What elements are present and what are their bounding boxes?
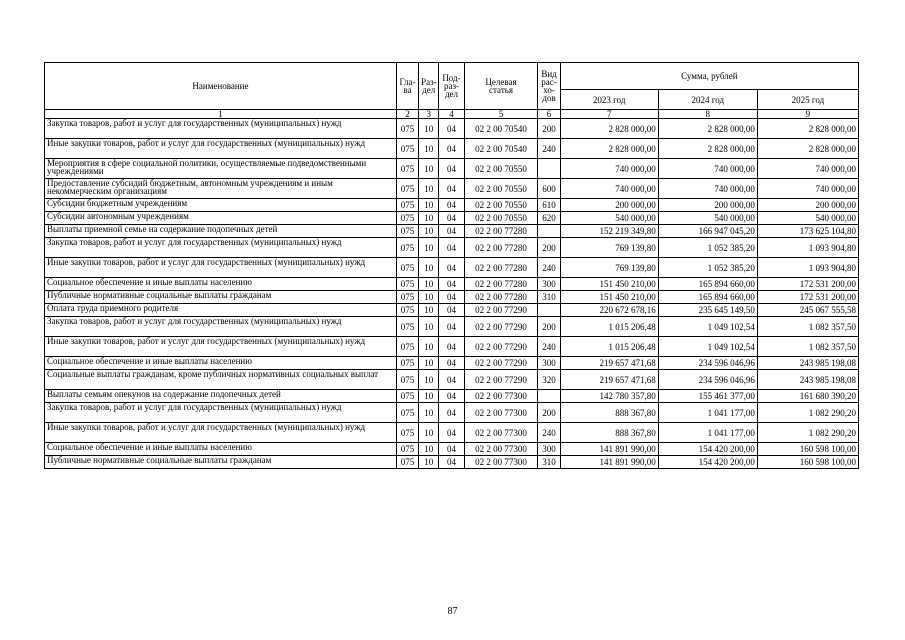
table-row: [45, 159, 859, 179]
row-sum-2023: 152 219 349,80: [560, 225, 658, 238]
col-header-razdel: [419, 63, 439, 110]
row-sum-2023: 1 015 206,48: [560, 337, 658, 357]
row-target: 02 2 00 77280: [464, 225, 538, 238]
row-sum-2023: 141 891 990,00: [560, 456, 658, 469]
row-sum-2023: 2 828 000,00: [560, 119, 658, 139]
row-sum-2025: 243 985 198,08: [757, 370, 858, 390]
row-sum-2023: 2 828 000,00: [560, 139, 658, 159]
row-vid: 200: [538, 403, 560, 423]
row-sum-2024: 740 000,00: [658, 159, 757, 179]
row-sum-2024: 200 000,00: [658, 199, 757, 212]
row-podrazdel: 04: [439, 199, 464, 212]
row-vid: 200: [538, 317, 560, 337]
row-sum-2025: 1 082 357,50: [757, 337, 858, 357]
row-sum-2025: 2 828 000,00: [757, 119, 858, 139]
col-number: 9: [757, 110, 858, 119]
row-name: Социальное обеспечение и иные выплаты населению: [45, 443, 397, 456]
row-name: Предоставление субсидий бюджетным, автономным учреждениям и иным некоммерческим организациям: [45, 179, 397, 199]
row-podrazdel: 04: [439, 403, 464, 423]
row-razdel: 10: [419, 278, 439, 291]
row-sum-2024: 154 420 200,00: [658, 456, 757, 469]
row-glava: 075: [396, 443, 418, 456]
row-sum-2025: 1 093 904,80: [757, 238, 858, 258]
row-razdel: 10: [419, 212, 439, 225]
row-vid: [538, 390, 560, 403]
row-target: 02 2 00 77280: [464, 258, 538, 278]
row-sum-2023: 151 450 210,00: [560, 278, 658, 291]
table-row: [45, 212, 859, 225]
row-name: Мероприятия в сфере социальной политики, осуществляемые подведомственными учреждениями: [45, 159, 397, 179]
table-row: [45, 278, 859, 291]
row-sum-2023: 142 780 357,80: [560, 390, 658, 403]
row-razdel: 10: [419, 403, 439, 423]
row-vid: 240: [538, 423, 560, 443]
row-name: Закупка товаров, работ и услуг для государственных (муниципальных) нужд: [45, 119, 397, 139]
row-target: 02 2 00 77300: [464, 403, 538, 423]
row-sum-2024: 234 596 046,96: [658, 357, 757, 370]
row-vid: 240: [538, 337, 560, 357]
row-podrazdel: 04: [439, 258, 464, 278]
row-name: Закупка товаров, работ и услуг для государственных (муниципальных) нужд: [45, 238, 397, 258]
row-sum-2023: 769 139,80: [560, 238, 658, 258]
row-vid: 310: [538, 291, 560, 304]
row-vid: 240: [538, 258, 560, 278]
row-razdel: 10: [419, 370, 439, 390]
row-sum-2023: 219 657 471,68: [560, 357, 658, 370]
row-sum-2023: 220 672 678,16: [560, 304, 658, 317]
row-name: Публичные нормативные социальные выплаты гражданам: [45, 291, 397, 304]
row-sum-2025: 172 531 200,00: [757, 278, 858, 291]
row-sum-2024: 154 420 200,00: [658, 443, 757, 456]
column-numbers-row: [45, 110, 859, 119]
col-header-glava: [396, 63, 418, 110]
row-target: 02 2 00 77280: [464, 278, 538, 291]
row-sum-2023: 888 367,80: [560, 403, 658, 423]
row-podrazdel: 04: [439, 456, 464, 469]
row-sum-2023: 200 000,00: [560, 199, 658, 212]
col-number: 1: [45, 110, 397, 119]
row-target: 02 2 00 77290: [464, 370, 538, 390]
table-row: [45, 238, 859, 258]
table-row: [45, 423, 859, 443]
row-razdel: 10: [419, 159, 439, 179]
col-header-razdel-text: Раз- дел: [421, 77, 437, 95]
row-vid: 320: [538, 370, 560, 390]
row-name: Социальное обеспечение и иные выплаты населению: [45, 357, 397, 370]
row-podrazdel: 04: [439, 423, 464, 443]
col-number: 7: [560, 110, 658, 119]
row-target: 02 2 00 77280: [464, 291, 538, 304]
row-vid: [538, 225, 560, 238]
row-name: Иные закупки товаров, работ и услуг для государственных (муниципальных) нужд: [45, 337, 397, 357]
row-vid: 300: [538, 278, 560, 291]
row-vid: 200: [538, 238, 560, 258]
row-glava: 075: [396, 317, 418, 337]
row-glava: 075: [396, 238, 418, 258]
col-number: 2: [396, 110, 418, 119]
row-podrazdel: 04: [439, 291, 464, 304]
row-name: Субсидии бюджетным учреждениям: [45, 199, 397, 212]
row-podrazdel: 04: [439, 337, 464, 357]
row-target: 02 2 00 70550: [464, 199, 538, 212]
table-row: [45, 179, 859, 199]
row-sum-2025: 1 082 290,20: [757, 403, 858, 423]
row-vid: 240: [538, 139, 560, 159]
row-sum-2024: 1 049 102,54: [658, 337, 757, 357]
row-target: 02 2 00 70550: [464, 159, 538, 179]
row-name: Социальное обеспечение и иные выплаты населению: [45, 278, 397, 291]
row-vid: 200: [538, 119, 560, 139]
row-sum-2023: 141 891 990,00: [560, 443, 658, 456]
row-vid: 620: [538, 212, 560, 225]
row-podrazdel: 04: [439, 179, 464, 199]
row-sum-2024: 165 894 660,00: [658, 291, 757, 304]
row-target: 02 2 00 77300: [464, 456, 538, 469]
table-row: [45, 139, 859, 159]
row-glava: 075: [396, 357, 418, 370]
row-glava: 075: [396, 291, 418, 304]
row-sum-2025: 160 598 100,00: [757, 456, 858, 469]
table-row: [45, 357, 859, 370]
col-header-2024: 2024 год: [658, 90, 757, 110]
row-target: 02 2 00 77290: [464, 357, 538, 370]
row-razdel: 10: [419, 337, 439, 357]
row-sum-2023: 219 657 471,68: [560, 370, 658, 390]
row-podrazdel: 04: [439, 139, 464, 159]
row-vid: 300: [538, 443, 560, 456]
row-sum-2025: 740 000,00: [757, 159, 858, 179]
col-number: 8: [658, 110, 757, 119]
row-podrazdel: 04: [439, 119, 464, 139]
row-sum-2024: 234 596 046,96: [658, 370, 757, 390]
row-podrazdel: 04: [439, 317, 464, 337]
row-name: Оплата труда приемного родителя: [45, 304, 397, 317]
row-podrazdel: 04: [439, 304, 464, 317]
row-razdel: 10: [419, 238, 439, 258]
row-sum-2024: 1 052 385,20: [658, 258, 757, 278]
col-header-target: [464, 63, 538, 110]
row-sum-2024: 1 041 177,00: [658, 423, 757, 443]
row-razdel: 10: [419, 304, 439, 317]
row-sum-2025: 173 625 104,80: [757, 225, 858, 238]
budget-table: [44, 62, 859, 469]
row-name: Выплаты семьям опекунов на содержание подопечных детей: [45, 390, 397, 403]
row-sum-2025: 540 000,00: [757, 212, 858, 225]
row-glava: 075: [396, 225, 418, 238]
row-vid: [538, 159, 560, 179]
col-header-sum: Сумма, рублей: [560, 63, 858, 90]
row-sum-2024: 166 947 045,20: [658, 225, 757, 238]
row-podrazdel: 04: [439, 278, 464, 291]
table-row: [45, 390, 859, 403]
row-sum-2024: 540 000,00: [658, 212, 757, 225]
row-name: Выплаты приемной семье на содержание подопечных детей: [45, 225, 397, 238]
row-target: 02 2 00 77290: [464, 337, 538, 357]
row-vid: 610: [538, 199, 560, 212]
row-sum-2025: 1 082 357,50: [757, 317, 858, 337]
row-razdel: 10: [419, 119, 439, 139]
row-target: 02 2 00 70540: [464, 139, 538, 159]
row-name: Субсидии автономным учреждениям: [45, 212, 397, 225]
table-row: [45, 443, 859, 456]
col-number: 3: [419, 110, 439, 119]
row-sum-2024: 165 894 660,00: [658, 278, 757, 291]
row-razdel: 10: [419, 443, 439, 456]
row-sum-2025: 200 000,00: [757, 199, 858, 212]
row-glava: 075: [396, 278, 418, 291]
row-target: 02 2 00 77290: [464, 304, 538, 317]
row-glava: 075: [396, 403, 418, 423]
row-sum-2024: 740 000,00: [658, 179, 757, 199]
page-number: 87: [447, 606, 458, 617]
col-header-podrazdel: [439, 63, 464, 110]
row-sum-2025: 172 531 200,00: [757, 291, 858, 304]
row-name: Иные закупки товаров, работ и услуг для государственных (муниципальных) нужд: [45, 423, 397, 443]
row-glava: 075: [396, 423, 418, 443]
row-sum-2024: 2 828 000,00: [658, 119, 757, 139]
row-glava: 075: [396, 337, 418, 357]
row-target: 02 2 00 70540: [464, 119, 538, 139]
row-name: Социальные выплаты гражданам, кроме публичных нормативных социальных выплат: [45, 370, 397, 390]
row-razdel: 10: [419, 317, 439, 337]
col-header-vid: [538, 63, 560, 110]
col-header-name: Наименование: [45, 63, 397, 110]
table-row: [45, 317, 859, 337]
row-glava: 075: [396, 456, 418, 469]
row-sum-2024: 1 041 177,00: [658, 403, 757, 423]
row-glava: 075: [396, 199, 418, 212]
row-sum-2024: 1 049 102,54: [658, 317, 757, 337]
col-number: 6: [538, 110, 560, 119]
row-razdel: 10: [419, 258, 439, 278]
row-target: 02 2 00 70550: [464, 179, 538, 199]
row-target: 02 2 00 77300: [464, 443, 538, 456]
row-sum-2023: 740 000,00: [560, 179, 658, 199]
row-target: 02 2 00 77290: [464, 317, 538, 337]
row-razdel: 10: [419, 390, 439, 403]
table-row: [45, 337, 859, 357]
table-row: [45, 291, 859, 304]
row-target: 02 2 00 77300: [464, 423, 538, 443]
row-sum-2025: 740 000,00: [757, 179, 858, 199]
row-razdel: 10: [419, 357, 439, 370]
row-podrazdel: 04: [439, 159, 464, 179]
row-glava: 075: [396, 139, 418, 159]
row-sum-2023: 769 139,80: [560, 258, 658, 278]
row-sum-2025: 161 680 390,20: [757, 390, 858, 403]
row-podrazdel: 04: [439, 212, 464, 225]
row-razdel: 10: [419, 225, 439, 238]
row-name: Закупка товаров, работ и услуг для государственных (муниципальных) нужд: [45, 403, 397, 423]
row-target: 02 2 00 77300: [464, 390, 538, 403]
row-razdel: 10: [419, 456, 439, 469]
row-target: 02 2 00 70550: [464, 212, 538, 225]
row-sum-2025: 243 985 198,08: [757, 357, 858, 370]
row-sum-2025: 1 093 904,80: [757, 258, 858, 278]
row-vid: 600: [538, 179, 560, 199]
row-sum-2023: 151 450 210,00: [560, 291, 658, 304]
row-sum-2023: 1 015 206,48: [560, 317, 658, 337]
row-sum-2024: 2 828 000,00: [658, 139, 757, 159]
row-name: Иные закупки товаров, работ и услуг для государственных (муниципальных) нужд: [45, 258, 397, 278]
row-vid: [538, 304, 560, 317]
row-sum-2025: 1 082 290,20: [757, 423, 858, 443]
row-name: Иные закупки товаров, работ и услуг для государственных (муниципальных) нужд: [45, 139, 397, 159]
row-glava: 075: [396, 179, 418, 199]
col-header-target-text: Целевая статья: [485, 77, 517, 95]
row-glava: 075: [396, 159, 418, 179]
col-header-glava-text: Гла- ва: [399, 77, 416, 95]
row-vid: 300: [538, 357, 560, 370]
table-body: [45, 119, 859, 469]
table-row: [45, 119, 859, 139]
header-row: [45, 63, 859, 90]
row-razdel: 10: [419, 139, 439, 159]
row-sum-2024: 155 461 377,00: [658, 390, 757, 403]
row-sum-2025: 245 067 555,58: [757, 304, 858, 317]
table-row: [45, 199, 859, 212]
row-glava: 075: [396, 258, 418, 278]
col-number: 5: [464, 110, 538, 119]
row-podrazdel: 04: [439, 238, 464, 258]
row-podrazdel: 04: [439, 443, 464, 456]
row-sum-2023: 888 367,80: [560, 423, 658, 443]
row-sum-2023: 740 000,00: [560, 159, 658, 179]
row-sum-2024: 235 645 149,50: [658, 304, 757, 317]
table-row: [45, 456, 859, 469]
row-podrazdel: 04: [439, 225, 464, 238]
table-row: [45, 370, 859, 390]
table-row: [45, 403, 859, 423]
col-number: 4: [439, 110, 464, 119]
row-sum-2025: 2 828 000,00: [757, 139, 858, 159]
row-razdel: 10: [419, 199, 439, 212]
row-glava: 075: [396, 212, 418, 225]
row-podrazdel: 04: [439, 390, 464, 403]
row-podrazdel: 04: [439, 370, 464, 390]
row-glava: 075: [396, 119, 418, 139]
row-sum-2025: 160 598 100,00: [757, 443, 858, 456]
col-header-2023: 2023 год: [560, 90, 658, 110]
row-name: Закупка товаров, работ и услуг для государственных (муниципальных) нужд: [45, 317, 397, 337]
col-header-podrazdel-text: Под- раз- дел: [442, 73, 461, 99]
table-row: [45, 225, 859, 238]
table-row: [45, 258, 859, 278]
row-target: 02 2 00 77280: [464, 238, 538, 258]
col-header-vid-text: Вид рас- хо- дов: [541, 69, 557, 103]
table-row: [45, 304, 859, 317]
row-razdel: 10: [419, 179, 439, 199]
col-header-2025: 2025 год: [757, 90, 858, 110]
row-podrazdel: 04: [439, 357, 464, 370]
row-sum-2024: 1 052 385,20: [658, 238, 757, 258]
row-glava: 075: [396, 370, 418, 390]
row-name: Публичные нормативные социальные выплаты гражданам: [45, 456, 397, 469]
row-sum-2023: 540 000,00: [560, 212, 658, 225]
row-vid: 310: [538, 456, 560, 469]
row-glava: 075: [396, 390, 418, 403]
row-razdel: 10: [419, 423, 439, 443]
row-razdel: 10: [419, 291, 439, 304]
row-glava: 075: [396, 304, 418, 317]
